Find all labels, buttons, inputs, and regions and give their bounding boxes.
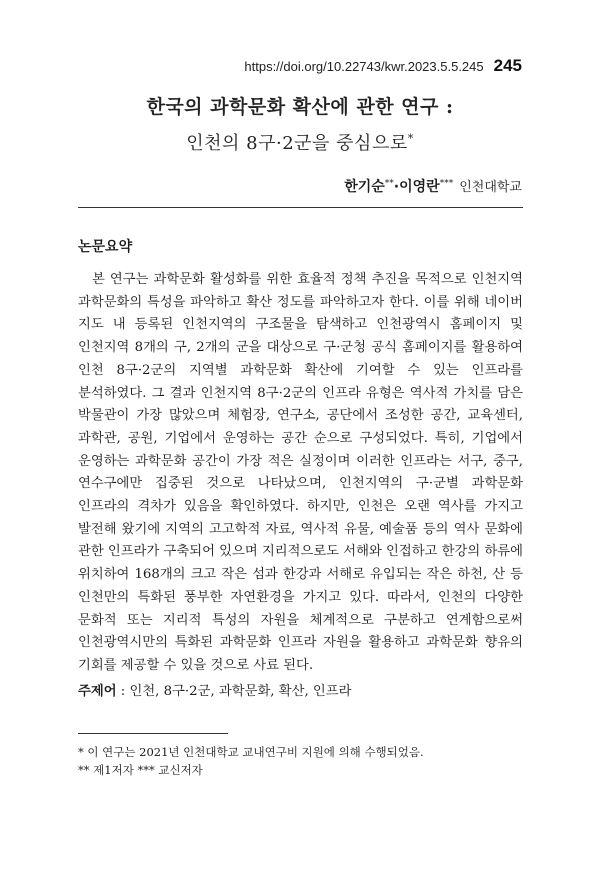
paper-subtitle [0,129,600,155]
footnotes [78,743,424,779]
header-divider [78,207,523,208]
keywords-separator: : [116,684,130,699]
keywords-line [78,680,351,699]
doi-link[interactable]: https://doi.org/10.22743/kwr.2023.5.5.245 [244,59,484,74]
footnote-divider [78,733,228,734]
author-mark-1: ** [384,178,394,189]
author-affiliation: 인천대학교 [459,180,522,195]
author-separator: · [393,179,400,195]
author-name-1: 한기순 [344,179,385,195]
author-name-2: 이영란 [399,179,440,195]
subtitle-footnote-mark: * [407,132,414,145]
footnote-authors: ** 제1저자 *** 교신저자 [78,763,203,777]
abstract-heading: 논문요약 [78,239,133,255]
author-mark-2: *** [439,178,454,189]
keywords-label: 주제어 [78,684,117,699]
subtitle-text: 인천의 8구·2군을 중심으로 [186,133,408,154]
keywords-terms: 인천, 8구·2군, 과학문화, 확산, 인프라 [129,684,352,699]
author-line [344,176,522,196]
page-header [244,56,522,76]
title-block [0,92,600,155]
footnote-funding: * 이 연구는 2021년 인천대학교 교내연구비 지원에 의해 수행되었음. [78,745,424,759]
paper-title: 한국의 과학문화 확산에 관한 연구 : [146,96,454,118]
abstract-body: 본 연구는 과학문화 활성화를 위한 효율적 정책 추진을 목적으로 인천지역 과학문화의 특성을 파악하고 확산 정도를 파악하고자 한다. 이를 위해 네이버 지도 내 등록된 인천지역의 구조물을 탐색하고 인천광역시 홈페이지 및 인천지역 8개의 구, 2개의 군을 대상으로 구·군청 공식 홈페이지를 활용하여 인천 8구·2군의 지역별 과학문화 확산에 기여할 수 있는 인프라를 분석하였다. 그 결과 인천지역 8구·2군의 인프라 유형은 역사적 가치를 담은 박물관이 가장 많았으며 체험장, 연구소, 공단에서 조성한 공간, 교육센터, 과학관, 공원, 기업에서 운영하는 공간 순으로 구성되었다. 특히, 기업에서 운영하는 과학문화 공간이 가장 적은 실정이며 이러한 인프라는 서구, 중구, 연수구에만 집중된 것으로 나타났으며, 인천지역의 구·군별 과학문화 인프라의 격차가 있음을 확인하였다. 하지만, 인천은 오랜 역사를 가지고 발전해 왔기에 지역의 고고학적 자료, 역사적 유물, 예술품 등의 역사 문화에 관한 인프라가 구축되어 있으며 지리적으로도 서해와 인접하고 한강의 하류에 위치하여 168개의 크고 작은 섬과 한강과 서해로 유입되는 작은 하천, 산 등 인천만의 특화된 풍부한 자연환경을 가지고 있다. 따라서, 인천의 다양한 문화적 또는 지리적 특성의 자원을 체계적으로 구분하고 연계함으로써 인천광역시만의 특화된 과학문화 인프라 자원을 활용하고 과학문화 향유의 기회를 제공할 수 있을 것으로 사료 된다. [78,272,523,673]
page-number: 245 [493,56,522,75]
